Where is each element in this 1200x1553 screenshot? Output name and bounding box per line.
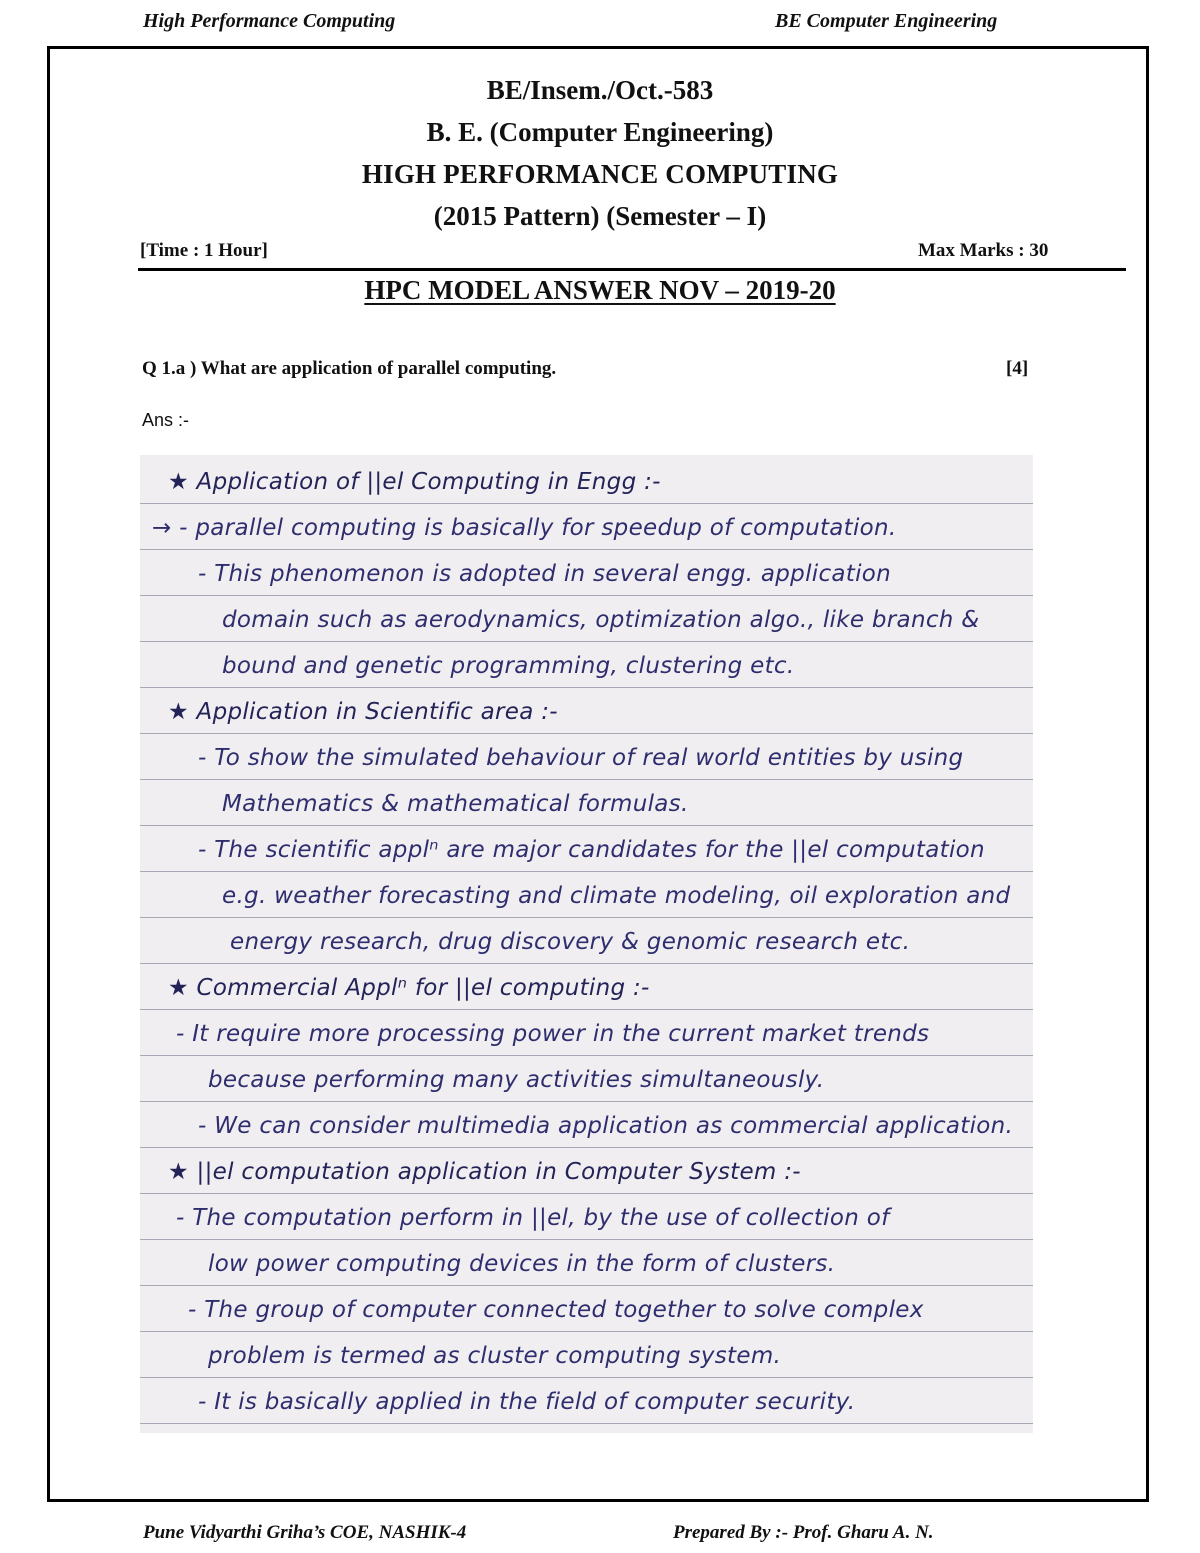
ruled-line (140, 1101, 1033, 1102)
model-answer-title: HPC MODEL ANSWER NOV – 2019-20 (364, 275, 836, 305)
ruled-line (140, 1239, 1033, 1240)
ruled-line (140, 641, 1033, 642)
question-text: Q 1.a ) What are application of parallel computing. (142, 358, 557, 379)
handwritten-line: domain such as aerodynamics, optimization algo., like branch & (222, 607, 980, 633)
handwritten-line: - We can consider multimedia application as commercial application. (198, 1113, 1014, 1139)
handwritten-line: - The computation perform in ||el, by the use of collection of (176, 1205, 890, 1231)
ruled-line (140, 503, 1033, 504)
ruled-line (140, 825, 1033, 826)
handwritten-line: e.g. weather forecasting and climate modeling, oil exploration and (222, 883, 1011, 909)
handwritten-line: problem is termed as cluster computing system. (208, 1343, 782, 1369)
header-rule (138, 268, 1126, 271)
ruled-line (140, 1147, 1033, 1148)
handwritten-line: - To show the simulated behaviour of real world entities by using (198, 745, 964, 771)
max-marks: Max Marks : 30 (918, 240, 1049, 261)
question-marks: [4] (1006, 358, 1029, 379)
handwritten-line: → - parallel computing is basically for speedup of computation. (152, 515, 897, 541)
ruled-line (140, 1193, 1033, 1194)
handwritten-line: low power computing devices in the form of clusters. (208, 1251, 836, 1277)
running-header-course: BE Computer Engineering (775, 10, 998, 32)
ruled-line (140, 917, 1033, 918)
subject-title: HIGH PERFORMANCE COMPUTING (361, 159, 839, 189)
running-header-subject: High Performance Computing (143, 10, 396, 32)
handwritten-line: bound and genetic programming, clustering etc. (222, 653, 795, 679)
handwritten-line: - It require more processing power in the current market trends (176, 1021, 930, 1047)
handwritten-line: - This phenomenon is adopted in several engg. application (198, 561, 892, 587)
ruled-line (140, 1009, 1033, 1010)
ruled-line (140, 1377, 1033, 1378)
handwritten-answer-scan (140, 455, 1033, 1433)
footer-college: Pune Vidyarthi Griha’s COE, NASHIK-4 (143, 1522, 467, 1543)
ruled-line (140, 871, 1033, 872)
program-title: B. E. (Computer Engineering) (426, 117, 774, 147)
handwritten-line: because performing many activities simultaneously. (208, 1067, 825, 1093)
exam-code: BE/Insem./Oct.-583 (486, 75, 714, 105)
handwritten-heading: ★ Commercial Applⁿ for ||el computing :- (168, 975, 650, 1001)
ruled-line (140, 1423, 1033, 1424)
pattern-semester: (2015 Pattern) (Semester – I) (433, 201, 767, 231)
handwritten-heading: ★ Application in Scientific area :- (168, 699, 558, 725)
answer-label: Ans :- (142, 410, 190, 430)
handwritten-line: energy research, drug discovery & genomic research etc. (230, 929, 911, 955)
footer-author: Prepared By :- Prof. Gharu A. N. (673, 1522, 934, 1543)
ruled-line (140, 1055, 1033, 1056)
ruled-line (140, 779, 1033, 780)
ruled-line (140, 687, 1033, 688)
ruled-line (140, 963, 1033, 964)
handwritten-line: - It is basically applied in the field of computer security. (198, 1389, 856, 1415)
ruled-line (140, 733, 1033, 734)
handwritten-line: Mathematics & mathematical formulas. (222, 791, 689, 817)
handwritten-heading: ★ ||el computation application in Computer System :- (168, 1159, 801, 1185)
ruled-line (140, 549, 1033, 550)
ruled-line (140, 595, 1033, 596)
exam-time: [Time : 1 Hour] (140, 240, 268, 261)
ruled-line (140, 1331, 1033, 1332)
ruled-line (140, 1285, 1033, 1286)
handwritten-line: - The scientific applⁿ are major candidates for the ||el computation (198, 837, 985, 863)
handwritten-heading: ★ Application of ||el Computing in Engg :- (168, 469, 661, 495)
handwritten-line: - The group of computer connected together to solve complex (188, 1297, 924, 1323)
